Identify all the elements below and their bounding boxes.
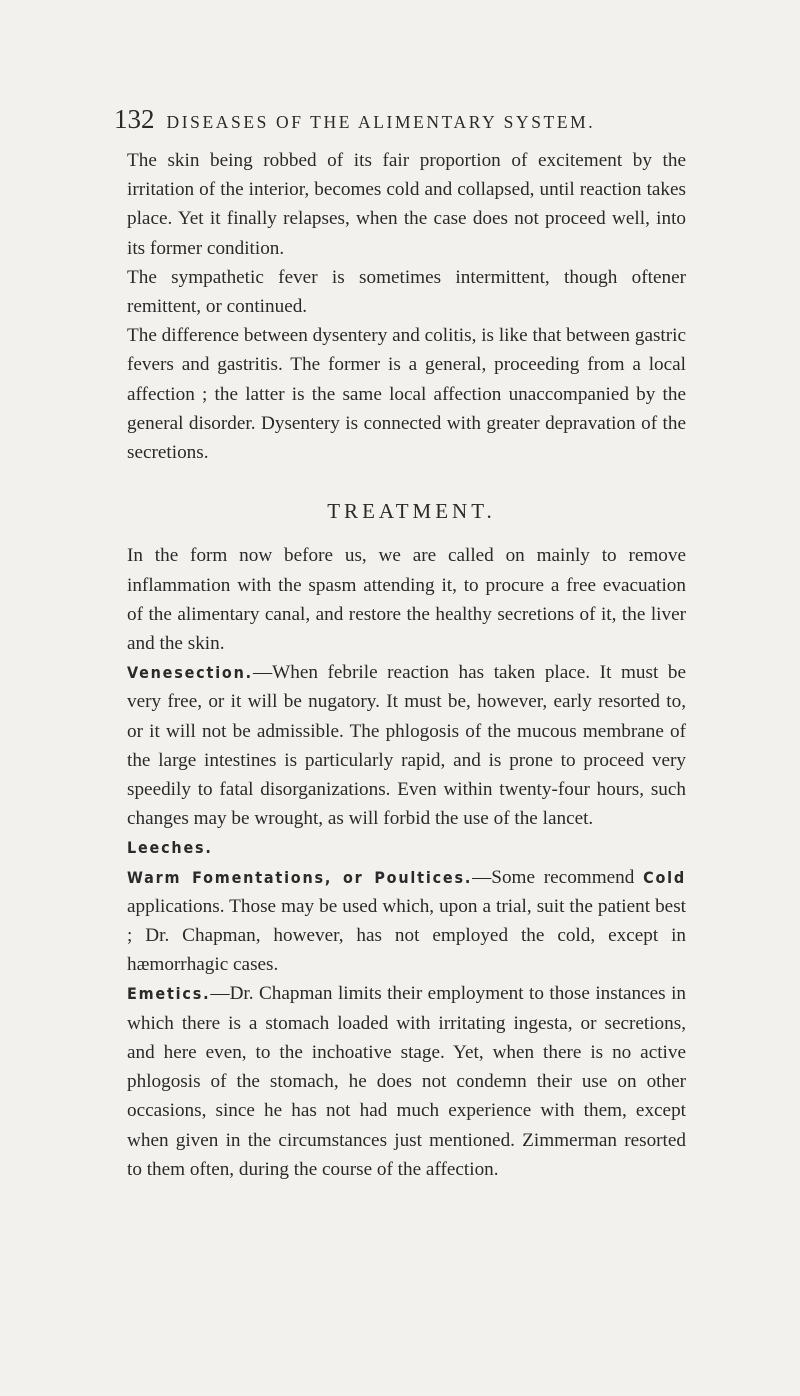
runin-emetics: Emetics. xyxy=(127,984,211,1004)
page-number: 132 xyxy=(114,104,155,134)
paragraph-fomentations xyxy=(127,863,686,980)
section-heading-treatment: TREATMENT. xyxy=(327,499,496,524)
paragraph-difference: The difference between dysentery and colitis, is like that between gastric fevers and gastritis. The former is a general, proceeding from a local affection ; the latter is the same local affection unaccompanied by the general disorder. Dysentery is connected with greater depravation of the secretions. xyxy=(127,325,686,464)
paragraph-sympathetic-fever: The sympathetic fever is sometimes intermittent, though oftener remittent, or continued. xyxy=(127,266,686,318)
running-title: DISEASES OF THE ALIMENTARY SYSTEM. xyxy=(166,112,596,132)
page-header xyxy=(114,104,714,140)
venesection-text: —When febrile reaction has taken place. It must be very free, or it will be nugatory. It must be, however, early resorted to, or it will not be admissible. The phlogosis of the mucous membrane of the large intestines is particularly rapid, and is prone to proceed very speedily to fatal disorganizations. Even within twenty-four hours, such changes may be wrought, as will forbid the use of the lancet. xyxy=(127,662,686,830)
runin-fomentations: Warm Fomentations, or Poultices. xyxy=(127,867,473,887)
runin-cold: Cold xyxy=(643,867,687,887)
body-text xyxy=(127,146,686,1184)
paragraph-treatment-intro: In the form now before us, we are called on mainly to remove inflammation with the spasm attending it, to procure a free evacuation of the alimentary canal, and restore the healthy secretions of it, the liver and the skin. xyxy=(127,545,686,655)
paragraph-emetics xyxy=(127,979,686,1183)
fomentations-text-b: applications. Those may be used which, upon a trial, suit the patient best ; Dr. Chapman, however, has not employed the cold, except in hæmorrhagic cases. xyxy=(127,895,686,976)
paragraph-leeches xyxy=(127,833,686,862)
runin-leeches: Leeches. xyxy=(127,838,213,858)
runin-venesection: Venesection. xyxy=(127,663,253,683)
fomentations-text-a: —Some recommend xyxy=(472,866,644,888)
paragraph-venesection xyxy=(127,658,686,833)
emetics-text: —Dr. Chapman limits their employment to those instances in which there is a stomach loaded with irritating ingesta, or secretions, and here even, to the inchoative stage. Yet, when there is no active phlogosis of the stomach, he does not condemn their use on other occasions, since he has not had much experience with them, except when given in the circumstances just mentioned. Zimmerman resorted to them often, during the course of the affection. xyxy=(127,983,686,1180)
paragraph-skin: The skin being robbed of its fair proportion of excitement by the irritation of the interior, becomes cold and collapsed, until reaction takes place. Yet it finally relapses, when the case does not proceed well, into its former condition. xyxy=(127,150,686,259)
